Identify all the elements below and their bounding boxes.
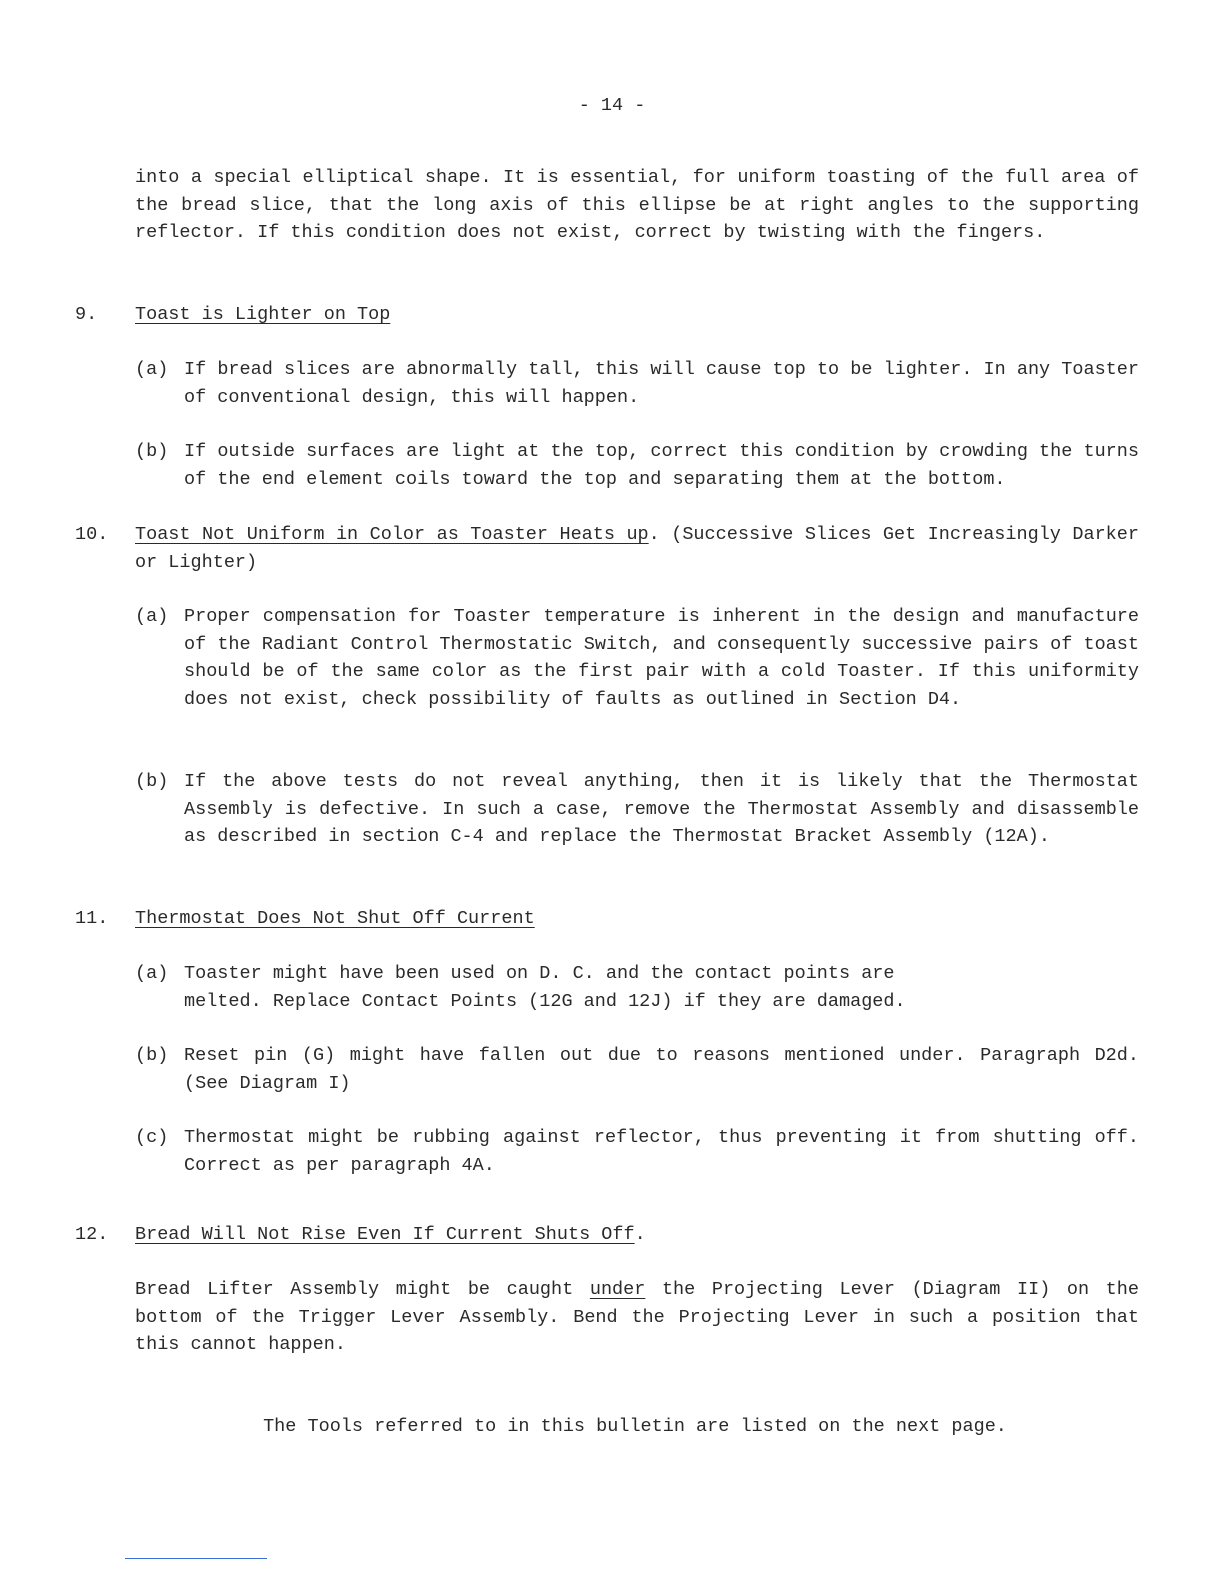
section-10-item-b (135, 768, 1139, 851)
section-12-body-pre: Bread Lifter Assembly might be caught (135, 1279, 590, 1300)
item-text: If outside surfaces are light at the top, correct this condition by crowding the turns of the end element coils toward the top and separating them at the bottom. (184, 441, 1139, 490)
item-text: Proper compensation for Toaster temperature is inherent in the design and manufacture of the Radiant Control Thermostatic Switch, and consequently successive pairs of toast should be of the same color as the first pair with a cold Toaster. If this uniformity does not exist, check possibility of faults as outlined in Section D4. (184, 606, 1139, 710)
item-text-line-1: Toaster might have been used on D. C. and the contact points are (184, 963, 895, 984)
section-9-number: 9. (75, 304, 98, 325)
bottom-rule (125, 1558, 267, 1559)
section-10-number: 10. (75, 524, 109, 545)
section-11-item-b (135, 1042, 1139, 1097)
intro-paragraph: into a special elliptical shape. It is essential, for uniform toasting of the full area of the bread slice, that the long axis of this ellipse be at right angles to the supporting reflector. If this condition does not exist, correct by twisting with the fingers. (135, 167, 1139, 243)
section-12-number: 12. (75, 1224, 109, 1245)
section-11-number: 11. (75, 908, 109, 929)
section-10-title: Toast Not Uniform in Color as Toaster Heats up (135, 524, 649, 545)
section-11-item-a (135, 960, 1139, 1015)
section-12-heading (135, 1221, 1139, 1249)
footer-note: The Tools referred to in this bulletin are listed on the next page. (263, 1416, 1007, 1437)
item-label: (b) (135, 771, 169, 792)
item-text: If bread slices are abnormally tall, this will cause top to be lighter. In any Toaster of conventional design, this will happen. (184, 359, 1139, 408)
item-text: Reset pin (G) might have fallen out due to reasons mentioned under. Paragraph D2d. (See Diagram I) (184, 1045, 1139, 1094)
section-12-title-suffix: . (634, 1224, 646, 1245)
item-label: (b) (135, 441, 169, 462)
item-label: (b) (135, 1045, 169, 1066)
section-12-title: Bread Will Not Rise Even If Current Shuts Off (135, 1224, 635, 1245)
item-label: (a) (135, 606, 169, 627)
section-9-heading (135, 301, 1139, 329)
section-10-heading (135, 521, 1139, 576)
item-text (184, 960, 1139, 1015)
item-text: Thermostat might be rubbing against reflector, thus preventing it from shutting off. Correct as per paragraph 4A. (184, 1127, 1139, 1176)
item-text-line-2: melted. Replace Contact Points (12G and 12J) if they are damaged. (184, 990, 906, 1012)
section-9-title: Toast is Lighter on Top (135, 304, 391, 325)
section-11-item-c (135, 1124, 1139, 1179)
page-number: - 14 - (578, 95, 646, 116)
item-label: (a) (135, 359, 169, 380)
section-12-body (135, 1276, 1139, 1359)
section-10-title-suffix: . (Successive Slices Get Increasingly Darker or Lighter) (135, 524, 1139, 573)
section-11-heading (135, 905, 1139, 933)
section-9-item-b (135, 438, 1139, 493)
section-9-item-a (135, 356, 1139, 411)
item-label: (c) (135, 1127, 169, 1148)
section-10-item-a (135, 603, 1139, 713)
section-12-body-emphasis: under (589, 1279, 646, 1300)
item-text: If the above tests do not reveal anything, then it is likely that the Thermostat Assembly is defective. In such a case, remove the Thermostat Assembly and disassemble as described in section C-4 and replace the Thermostat Bracket Assembly (12A). (184, 771, 1139, 847)
item-label: (a) (135, 963, 169, 984)
section-12-body-post: the Projecting Lever (Diagram II) on the bottom of the Trigger Lever Assembly. Bend the Projecting Lever in such a position that this cannot happen. (135, 1279, 1139, 1355)
section-11-title: Thermostat Does Not Shut Off Current (135, 908, 535, 929)
